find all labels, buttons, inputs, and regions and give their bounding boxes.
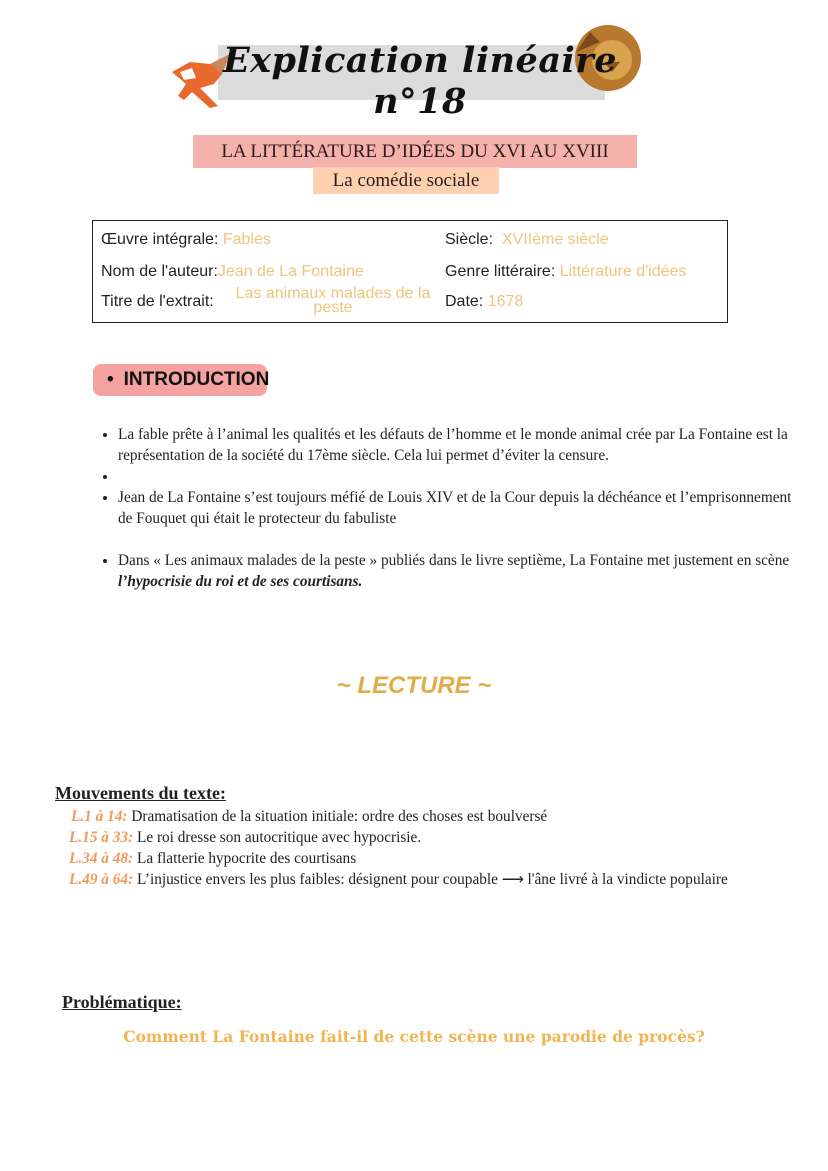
mouvements-list — [55, 806, 735, 890]
introduction-text: INTRODUCTION — [123, 369, 270, 390]
section-heading: LA LITTÉRATURE D’IDÉES DU XVI AU XVIII — [193, 135, 637, 168]
extrait-value-line1: Las animaux malades de la — [235, 285, 431, 302]
mouvement-ref: L.49 à 64: — [69, 871, 134, 888]
mouvement-item — [55, 869, 735, 890]
date-row — [445, 293, 523, 311]
extrait-label: Titre de l'extrait: — [101, 293, 214, 310]
mouvement-ref: L.1 à 14: — [71, 808, 128, 825]
date-label: Date: — [445, 293, 484, 310]
oeuvre-value: Fables — [222, 231, 271, 248]
auteur-row — [101, 263, 364, 281]
auteur-value: Jean de La Fontaine — [217, 263, 364, 280]
mouvement-text: La flatterie hypocrite des courtisans — [133, 850, 357, 867]
auteur-label: Nom de l'auteur: — [101, 263, 218, 280]
siecle-value: XVIIème siècle — [501, 231, 609, 248]
mouvement-item — [55, 848, 735, 869]
extrait-value-line2: peste — [313, 299, 353, 316]
bullet-item — [118, 466, 798, 487]
bullet-item: • Jean de La Fontaine s’est toujours méfié de Louis XIV et de la Cour depuis la déchéance et l’emprisonnement de Fouquet qui était le protecteur du fabuliste — [118, 487, 798, 529]
mouvements-title: Mouvements du texte: — [55, 783, 226, 803]
mouvement-ref: L.34 à 48: — [69, 850, 134, 867]
info-table — [92, 220, 728, 323]
bullet-text: Dans « Les animaux malades de la peste » publiés dans le livre septième, La Fontaine met justement en scène — [118, 552, 790, 569]
mouvement-item — [55, 827, 735, 848]
mouvement-item — [55, 806, 735, 827]
introduction-bullets — [96, 424, 798, 592]
siecle-row — [445, 231, 609, 249]
genre-row — [445, 263, 686, 281]
bullet-item: • La fable prête à l’animal les qualités et les défauts de l’homme et le monde animal crée par La Fontaine est la représentation de la société du 17ème siècle. Cela lui permet d’éviter la censure. — [118, 424, 798, 466]
date-value: 1678 — [487, 293, 524, 310]
problematique-title: Problématique: — [62, 992, 182, 1012]
page-title: Explication linéaire n°18 — [222, 40, 618, 122]
extrait-row — [101, 293, 214, 311]
mouvement-text: Dramatisation de la situation initiale: ordre des choses est boulversé — [127, 808, 548, 825]
introduction-label: • INTRODUCTION — [93, 364, 267, 396]
section-subheading: La comédie sociale — [313, 167, 499, 194]
mouvement-ref: L.15 à 33: — [69, 829, 134, 846]
problematique-question: Comment La Fontaine fait-il de cette scène une parodie de procès? — [123, 1027, 705, 1046]
siecle-label: Siècle: — [445, 231, 494, 248]
extrait-value — [229, 287, 437, 315]
bullet-item — [118, 550, 798, 592]
bullet-emphasis: l’hypocrisie du roi et de ses courtisans. — [118, 573, 363, 590]
mouvement-text: L’injustice envers les plus faibles: désignent pour coupable ⟶ l'âne livré à la vindicte populaire — [133, 871, 728, 888]
genre-label: Genre littéraire: — [445, 263, 556, 280]
oeuvre-row — [101, 231, 271, 249]
oeuvre-label: Œuvre intégrale: — [101, 231, 219, 248]
genre-value: Littérature d'idées — [559, 263, 687, 280]
mouvement-text: Le roi dresse son autocritique avec hypocrisie. — [133, 829, 422, 846]
lecture-heading: ~ LECTURE ~ — [336, 672, 492, 699]
